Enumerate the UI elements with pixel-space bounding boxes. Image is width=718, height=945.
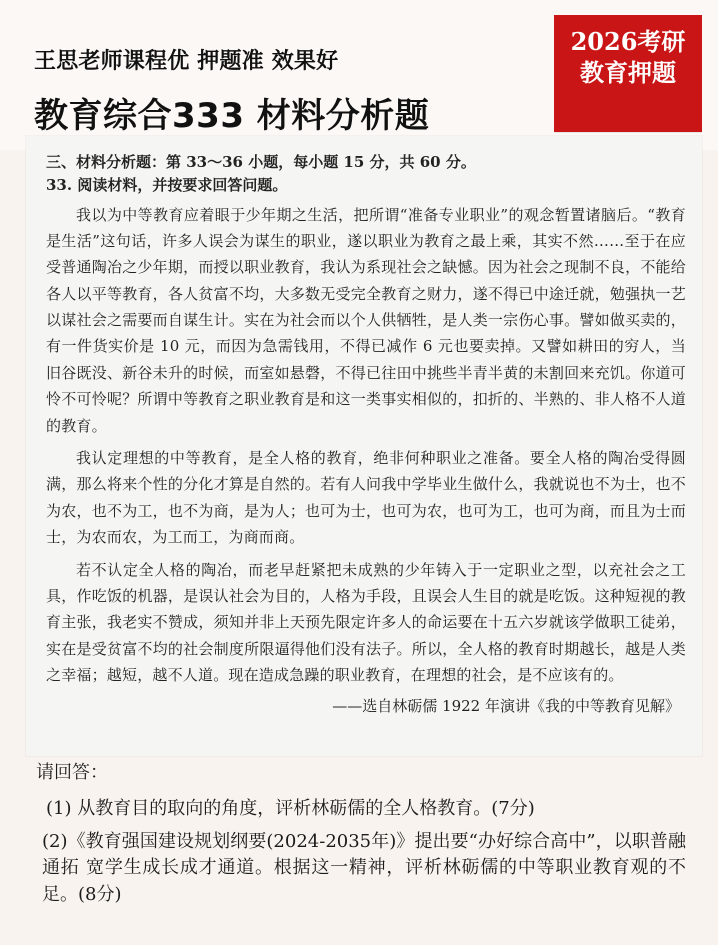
material-paragraph-2: 我认定理想的中等教育，是全人格的教育，绝非何种职业之准备。要全人格的陶冶受得圆满，那么将来个性的分化才算是自然的。若有人问我中学毕业生做什么，我就说也不为士，也不为农，也不为工，也不为商，是为人；也可为士，也可为农，也可为工，也可为商，而且为士而士，为农而农，为工而工，为商而商。: [46, 449, 686, 547]
material-sheet: [26, 136, 702, 756]
material-paragraph-1: 我以为中等教育应着眼于少年期之生活，把所谓“准备专业职业”的观念暂置诸脑后。“教育是生活”这句话，许多人误会为谋生的职业，遂以职业为教育之最上乘，其实不然……至于在应受普通陶冶之少年期，而授以职业教育，我认为系现社会之缺憾。因为社会之现制不良，不能给各人以平等教育，各人贫富不均，大多数无受完全教育之财力，遂不得已中途迁就，勉强执一艺以谋社会之需要而自谋生计。实在为社会而以个人供牺牲，是人类一宗伤心事。譬如做买卖的，有一件货实价是 10 元，而因为急需钱用，不得已减作 6 元也要卖掉。又譬如耕田的穷人，当旧谷既没、新谷未升的时候，而室如悬磬，不得已往田中挑些半青半黄的未割回来充饥。你道可怜不可怜呢？所谓中等教育之职业教育是和这一类事实相似的，扣折的、半熟的、非人格不人道的教育。: [46, 205, 686, 435]
source-attribution: ——选自林砺儒 1922 年演讲《我的中等教育见解》: [332, 696, 680, 715]
badge-line-2: 教育押题: [580, 58, 676, 88]
question-item-2: (2)《教育强国建设规划纲要(2024-2035年)》提出要“办好综合高中”，以职普融通拓 宽学生成长成才通道。根据这一精神，评析林砺儒的中等职业教育观的不足。(8分): [42, 830, 686, 905]
answer-questions: [36, 760, 686, 915]
material-paragraph-3: 若不认定全人格的陶冶，而老早赶紧把未成熟的少年铸入于一定职业之型，以充社会之工具，作吃饭的机器，是误认社会为目的，人格为手段，且误会人生目的就是吃饭。这种短视的教育主张，我老实不赞成，须知并非上天预先限定许多人的命运要在十五六岁就该学做职工徒弟，实在是受贫富不均的社会制度所限逼得他们没有法子。所以，全人格的教育时期越长，越是人类之幸福；越短，越不人道。现在造成急躁的职业教育，在理想的社会，是不应该有的。: [46, 560, 686, 685]
question-item-1: (1) 从教育目的取向的角度，评析林砺儒的全人格教育。(7分): [46, 798, 535, 820]
promo-line: 王思老师课程优 押题准 效果好: [34, 49, 339, 74]
material-content: [46, 151, 686, 718]
page-title: 教育综合333 材料分析题: [34, 96, 430, 136]
questions-intro: 请回答：: [36, 762, 108, 783]
badge-line-1: 2026考研: [570, 27, 686, 56]
section-heading: 三、材料分析题：第 33～36 小题，每小题 15 分，共 60 分。: [46, 153, 476, 171]
question-heading: 33. 阅读材料，并按要求回答问题。: [46, 176, 288, 195]
header-banner: [0, 0, 718, 150]
exam-badge: [554, 15, 702, 132]
